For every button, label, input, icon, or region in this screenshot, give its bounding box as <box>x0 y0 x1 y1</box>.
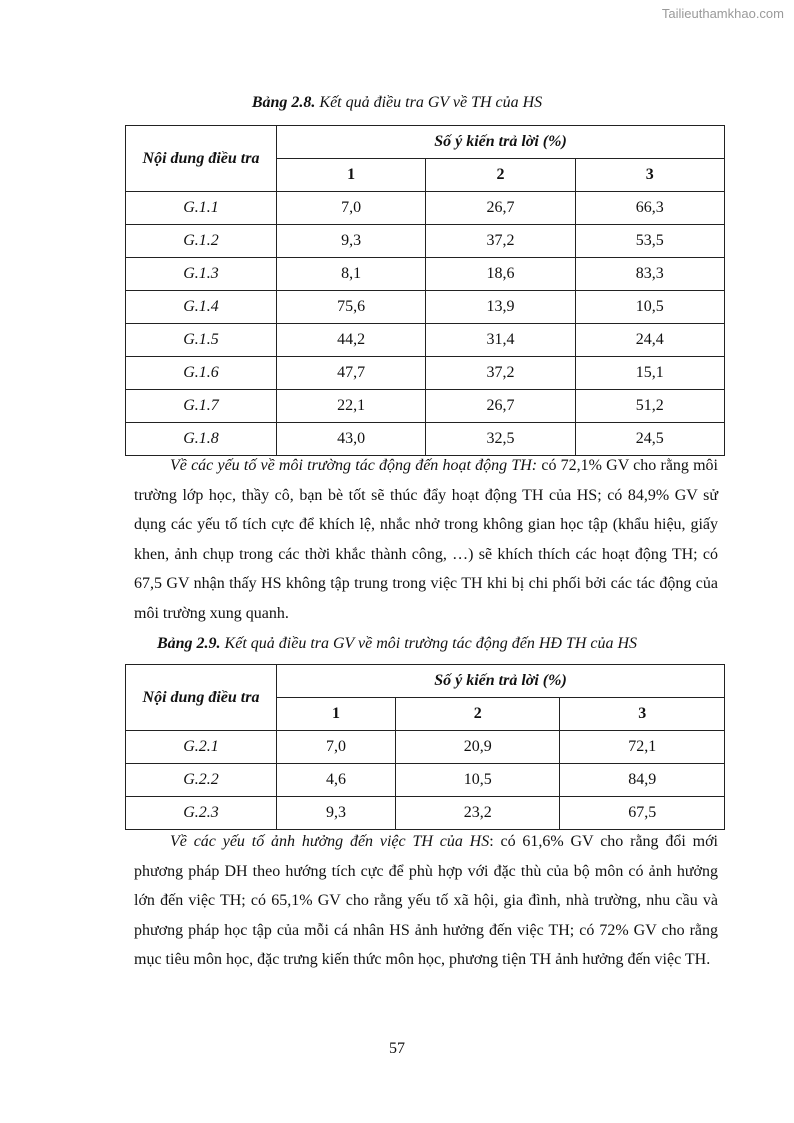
table-row <box>126 225 725 258</box>
table1-header-content: Nội dung điều tra <box>126 126 277 192</box>
cell-value: 4,6 <box>277 764 396 797</box>
cell-value: 26,7 <box>426 390 575 423</box>
paragraph-body: có 72,1% GV cho rằng môi trường lớp học, thầy cô, bạn bè tốt sẽ thúc đẩy hoạt động TH của HS; có 84,9% GV sử dụng các yếu tố tích cực để khích lệ, nhắc nhở trong không gian học tập (khẩu hiệu, giấy khen, ảnh chụp trong các thời khắc thành công, …) sẽ khích thích các hoạt động TH; có 67,5 GV nhận thấy HS không tập trung trong việc TH khi bị chi phối bởi các tác động của môi trường xung quanh. <box>134 457 719 622</box>
table2-header-content: Nội dung điều tra <box>126 665 277 731</box>
row-label: G.1.6 <box>126 357 277 390</box>
cell-value: 8,1 <box>277 258 426 291</box>
row-label: G.2.2 <box>126 764 277 797</box>
cell-value: 22,1 <box>277 390 426 423</box>
cell-value: 51,2 <box>575 390 724 423</box>
cell-value: 7,0 <box>277 731 396 764</box>
cell-value: 7,0 <box>277 192 426 225</box>
page-number: 57 <box>389 1040 405 1057</box>
cell-value: 37,2 <box>426 357 575 390</box>
cell-value: 72,1 <box>560 731 725 764</box>
table2-header-group: Số ý kiến trả lời (%) <box>277 665 725 698</box>
cell-value: 18,6 <box>426 258 575 291</box>
cell-value: 67,5 <box>560 797 725 830</box>
cell-value: 66,3 <box>575 192 724 225</box>
table-row <box>126 764 725 797</box>
row-label: G.1.7 <box>126 390 277 423</box>
cell-value: 13,9 <box>426 291 575 324</box>
cell-value: 32,5 <box>426 423 575 456</box>
table2-col-2: 2 <box>396 698 560 731</box>
table-row <box>126 324 725 357</box>
table-row <box>126 258 725 291</box>
table2 <box>125 664 725 830</box>
table2-caption <box>0 635 794 653</box>
table-row <box>126 390 725 423</box>
cell-value: 24,5 <box>575 423 724 456</box>
table1-col-1: 1 <box>277 159 426 192</box>
table1-header-group: Số ý kiến trả lời (%) <box>277 126 725 159</box>
table1-caption-text: Kết quả điều tra GV về TH của HS <box>315 94 543 111</box>
table2-caption-label: Bảng 2.9. <box>156 635 221 652</box>
table-row <box>126 291 725 324</box>
cell-value: 9,3 <box>277 797 396 830</box>
table1-caption-label: Bảng 2.8. <box>251 94 316 111</box>
cell-value: 24,4 <box>575 324 724 357</box>
row-label: G.1.2 <box>126 225 277 258</box>
table2-col-3: 3 <box>560 698 725 731</box>
table1 <box>125 125 725 456</box>
cell-value: 9,3 <box>277 225 426 258</box>
paragraph-lead: Về các yếu tố ảnh hưởng đến việc TH của HS <box>170 833 490 850</box>
table-row <box>126 797 725 830</box>
cell-value: 10,5 <box>575 291 724 324</box>
cell-value: 84,9 <box>560 764 725 797</box>
cell-value: 47,7 <box>277 357 426 390</box>
table2-col-1: 1 <box>277 698 396 731</box>
cell-value: 23,2 <box>396 797 560 830</box>
cell-value: 43,0 <box>277 423 426 456</box>
cell-value: 20,9 <box>396 731 560 764</box>
row-label: G.1.5 <box>126 324 277 357</box>
paragraph-influence <box>134 827 718 975</box>
row-label: G.2.1 <box>126 731 277 764</box>
table-row <box>126 731 725 764</box>
table1-col-3: 3 <box>575 159 724 192</box>
table1-caption <box>0 94 794 112</box>
cell-value: 53,5 <box>575 225 724 258</box>
row-label: G.1.4 <box>126 291 277 324</box>
row-label: G.1.8 <box>126 423 277 456</box>
table-row <box>126 357 725 390</box>
cell-value: 26,7 <box>426 192 575 225</box>
paragraph-environment <box>134 451 718 628</box>
table-row <box>126 192 725 225</box>
row-label: G.2.3 <box>126 797 277 830</box>
cell-value: 75,6 <box>277 291 426 324</box>
cell-value: 83,3 <box>575 258 724 291</box>
row-label: G.1.3 <box>126 258 277 291</box>
cell-value: 37,2 <box>426 225 575 258</box>
cell-value: 44,2 <box>277 324 426 357</box>
row-label: G.1.1 <box>126 192 277 225</box>
table2-caption-text: Kết quả điều tra GV về môi trường tác động đến HĐ TH của HS <box>220 635 638 652</box>
cell-value: 10,5 <box>396 764 560 797</box>
watermark: Tailieuthamkhao.com <box>661 6 784 21</box>
cell-value: 15,1 <box>575 357 724 390</box>
cell-value: 31,4 <box>426 324 575 357</box>
table1-col-2: 2 <box>426 159 575 192</box>
paragraph-lead: Về các yếu tố về môi trường tác động đến hoạt động TH: <box>170 457 538 474</box>
paragraph-body: : có 61,6% GV cho rằng đổi mới phương pháp DH theo hướng tích cực để phù hợp với đặc thù của bộ môn có ảnh hưởng lớn đến việc TH; có 65,1% GV cho rằng yếu tố xã hội, gia đình, nhà trường, nhu cầu và phương pháp học tập của mỗi cá nhân HS ảnh hưởng đến việc TH; có 72% GV cho rằng mục tiêu môn học, đặc trưng kiến thức môn học, phương tiện TH ảnh hưởng đến việc TH. <box>134 833 718 968</box>
